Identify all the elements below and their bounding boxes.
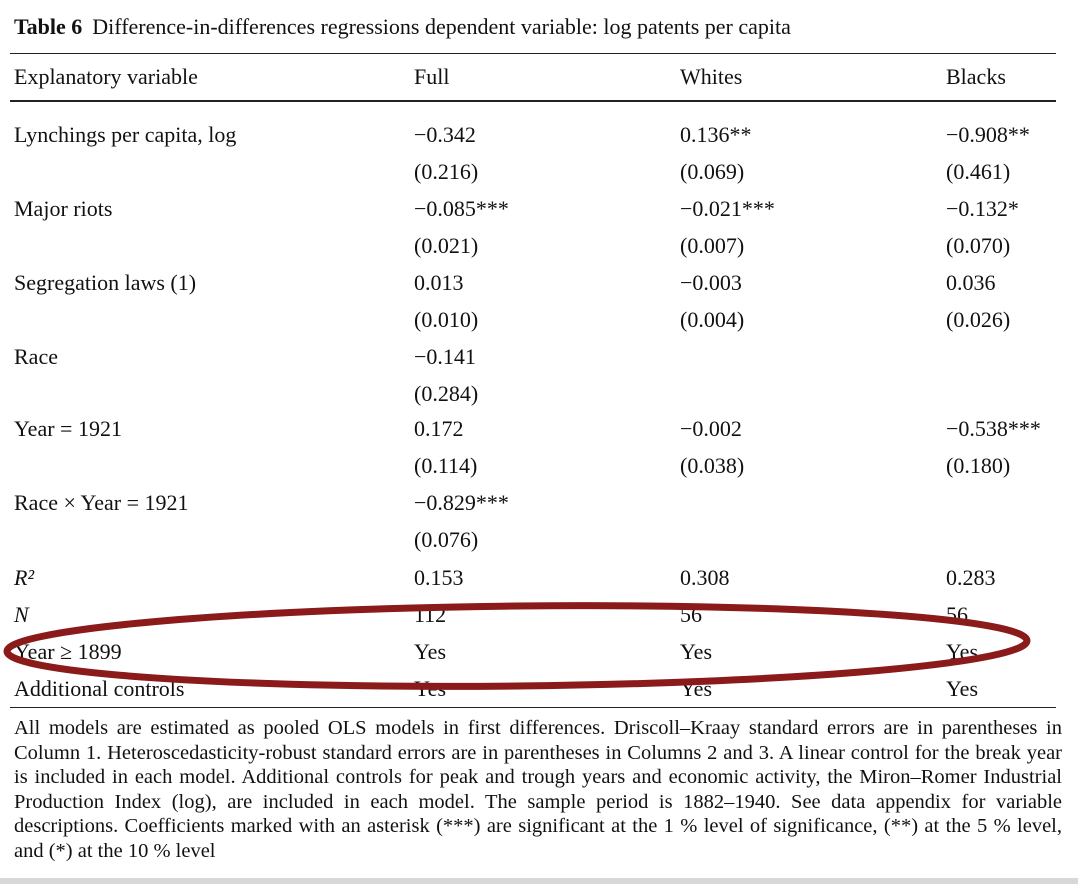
cell-full: −0.829*** — [414, 490, 509, 515]
cell-full: Yes — [414, 676, 447, 701]
cell-whites: Yes — [680, 639, 713, 664]
cell-blacks: −0.132* — [946, 196, 1019, 221]
cell-blacks: (0.026) — [946, 307, 1011, 332]
header-rule — [10, 100, 1056, 102]
cell-full: −0.141 — [414, 344, 476, 369]
top-rule — [10, 53, 1056, 54]
bottom-rule — [10, 707, 1056, 708]
cell-full: 112 — [414, 602, 447, 627]
cell-full: (0.010) — [414, 307, 479, 332]
row-label: Race — [14, 344, 58, 369]
cell-full: 0.013 — [414, 270, 464, 295]
cell-blacks: 56 — [946, 602, 968, 627]
cell-full: 0.172 — [414, 416, 464, 441]
row-label: Year ≥ 1899 — [14, 639, 122, 664]
row-label: Lynchings per capita, log — [14, 122, 237, 147]
cell-blacks: (0.180) — [946, 453, 1011, 478]
cell-full: (0.076) — [414, 527, 479, 552]
cell-whites: Yes — [680, 676, 713, 701]
cell-full: 0.153 — [414, 565, 464, 590]
header-explanatory-variable: Explanatory variable — [14, 64, 198, 89]
cell-blacks: −0.538*** — [946, 416, 1041, 441]
cell-blacks: −0.908** — [946, 122, 1030, 147]
cell-whites: −0.002 — [680, 416, 742, 441]
cell-full: −0.342 — [414, 122, 476, 147]
cell-full: (0.021) — [414, 233, 479, 258]
cell-full: (0.284) — [414, 381, 479, 406]
cell-full: −0.085*** — [414, 196, 509, 221]
header-blacks: Blacks — [946, 64, 1006, 89]
cell-whites: (0.004) — [680, 307, 745, 332]
cell-full: Yes — [414, 639, 447, 664]
cell-whites: (0.007) — [680, 233, 745, 258]
row-label: Year = 1921 — [14, 416, 122, 441]
row-label: Major riots — [14, 196, 113, 221]
table-title: Difference-in-differences regressions dependent variable: log patents per capita — [92, 14, 791, 39]
cell-whites: 56 — [680, 602, 702, 627]
row-label: Segregation laws (1) — [14, 270, 197, 295]
cell-blacks: (0.070) — [946, 233, 1011, 258]
table-footnote: All models are estimated as pooled OLS models in first differences. Driscoll–Kraay standard errors are in parentheses in Column 1. Heteroscedasticity-robust standard errors are in parentheses in Columns 2 and 3. A linear control for the break year is included in each model. Additional controls for peak and trough years and economic activity, the Miron–Romer Industrial Production Index (log), are included in each model. The sample period is 1882–1940. See data appendix for variable descriptions. Coefficients marked with an asterisk (***) are significant at the 1 % level of significance, (**) at the 5 % level, and (*) at the 10 % level — [14, 717, 1062, 862]
table-label: Table 6 — [14, 14, 83, 39]
cell-blacks: Yes — [946, 676, 979, 701]
cell-whites: 0.136** — [680, 122, 752, 147]
bottom-scroll-edge — [0, 878, 1078, 884]
cell-whites: (0.038) — [680, 453, 745, 478]
header-whites: Whites — [680, 64, 743, 89]
cell-whites: −0.021*** — [680, 196, 775, 221]
row-label: Additional controls — [14, 676, 185, 701]
cell-full: (0.216) — [414, 159, 479, 184]
cell-blacks: 0.283 — [946, 565, 996, 590]
cell-whites: −0.003 — [680, 270, 742, 295]
cell-whites: 0.308 — [680, 565, 730, 590]
row-label: Race × Year = 1921 — [14, 490, 189, 515]
table-caption — [14, 12, 791, 42]
cell-full: (0.114) — [414, 453, 478, 478]
cell-blacks: Yes — [946, 639, 979, 664]
header-full: Full — [414, 64, 450, 89]
cell-blacks: 0.036 — [946, 270, 996, 295]
cell-whites: (0.069) — [680, 159, 745, 184]
row-label: R² — [14, 565, 35, 590]
row-label: N — [14, 602, 29, 627]
cell-blacks: (0.461) — [946, 159, 1011, 184]
